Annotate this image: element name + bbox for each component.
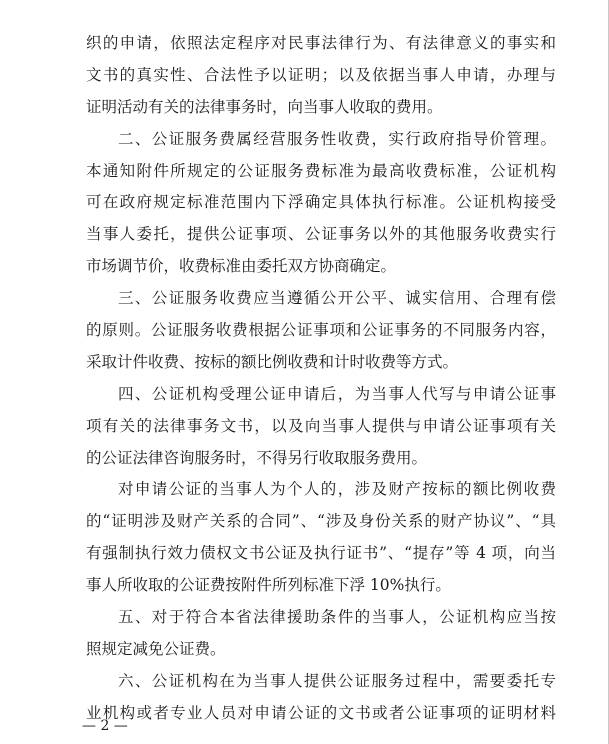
text-line: 业机构或者专业人员对申请公证的文书或者公证事项的证明材料	[86, 703, 556, 722]
text-line: 六、公证机构在为当事人提供公证服务过程中，需要委托专	[118, 671, 556, 690]
text-line: 市场调节价，收费标准由委托双方协商确定。	[86, 257, 397, 276]
text-line: 证明活动有关的法律事务时，向当事人收取的费用。	[86, 97, 443, 116]
text-line: 文书的真实性、合法性予以证明；以及依据当事人申请，办理与	[86, 65, 556, 84]
text-line: 的公证法律咨询服务时，不得另行收取服务费用。	[86, 448, 428, 467]
text-line: 的“证明涉及财产关系的合同”、“涉及身份关系的财产协议”、“具	[86, 512, 556, 531]
text-line: 事人所收取的公证费按附件所列标准下浮 10%执行。	[86, 576, 451, 595]
text-line: 二、公证服务费属经营服务性收费，实行政府指导价管理。	[118, 129, 556, 148]
page-number: — 2 —	[82, 718, 128, 734]
text-line: 可在政府规定标准范围内下浮确定具体执行标准。公证机构接受	[86, 193, 556, 212]
text-line: 照规定减免公证费。	[86, 639, 226, 658]
text-line: 五、对于符合本省法律援助条件的当事人，公证机构应当按	[118, 608, 556, 627]
text-line: 三、公证服务收费应当遵循公开公平、诚实信用、合理有偿	[118, 289, 556, 308]
text-line: 织的申请，依照法定程序对民事法律行为、有法律意义的事实和	[86, 34, 556, 52]
text-line: 当事人委托，提供公证事项、公证事务以外的其他服务收费实行	[86, 225, 556, 244]
text-line: 项有关的法律事务文书，以及向当事人提供与申请公证事项有关	[86, 416, 556, 435]
text-line: 采取计件收费、按标的额比例收费和计时收费等方式。	[86, 352, 459, 371]
document-body	[86, 28, 556, 730]
text-line: 本通知附件所规定的公证服务费标准为最高收费标准，公证机构	[86, 161, 556, 180]
text-line: 四、公证机构受理公证申请后，为当事人代写与申请公证事	[118, 384, 556, 403]
text-line: 有强制执行效力债权文书公证及执行证书”、“提存”等 4 项，向当	[86, 544, 556, 563]
text-line: 的原则。公证服务收费根据公证事项和公证事务的不同服务内容，	[86, 321, 556, 340]
text-line: 对申请公证的当事人为个人的，涉及财产按标的额比例收费	[118, 480, 556, 499]
